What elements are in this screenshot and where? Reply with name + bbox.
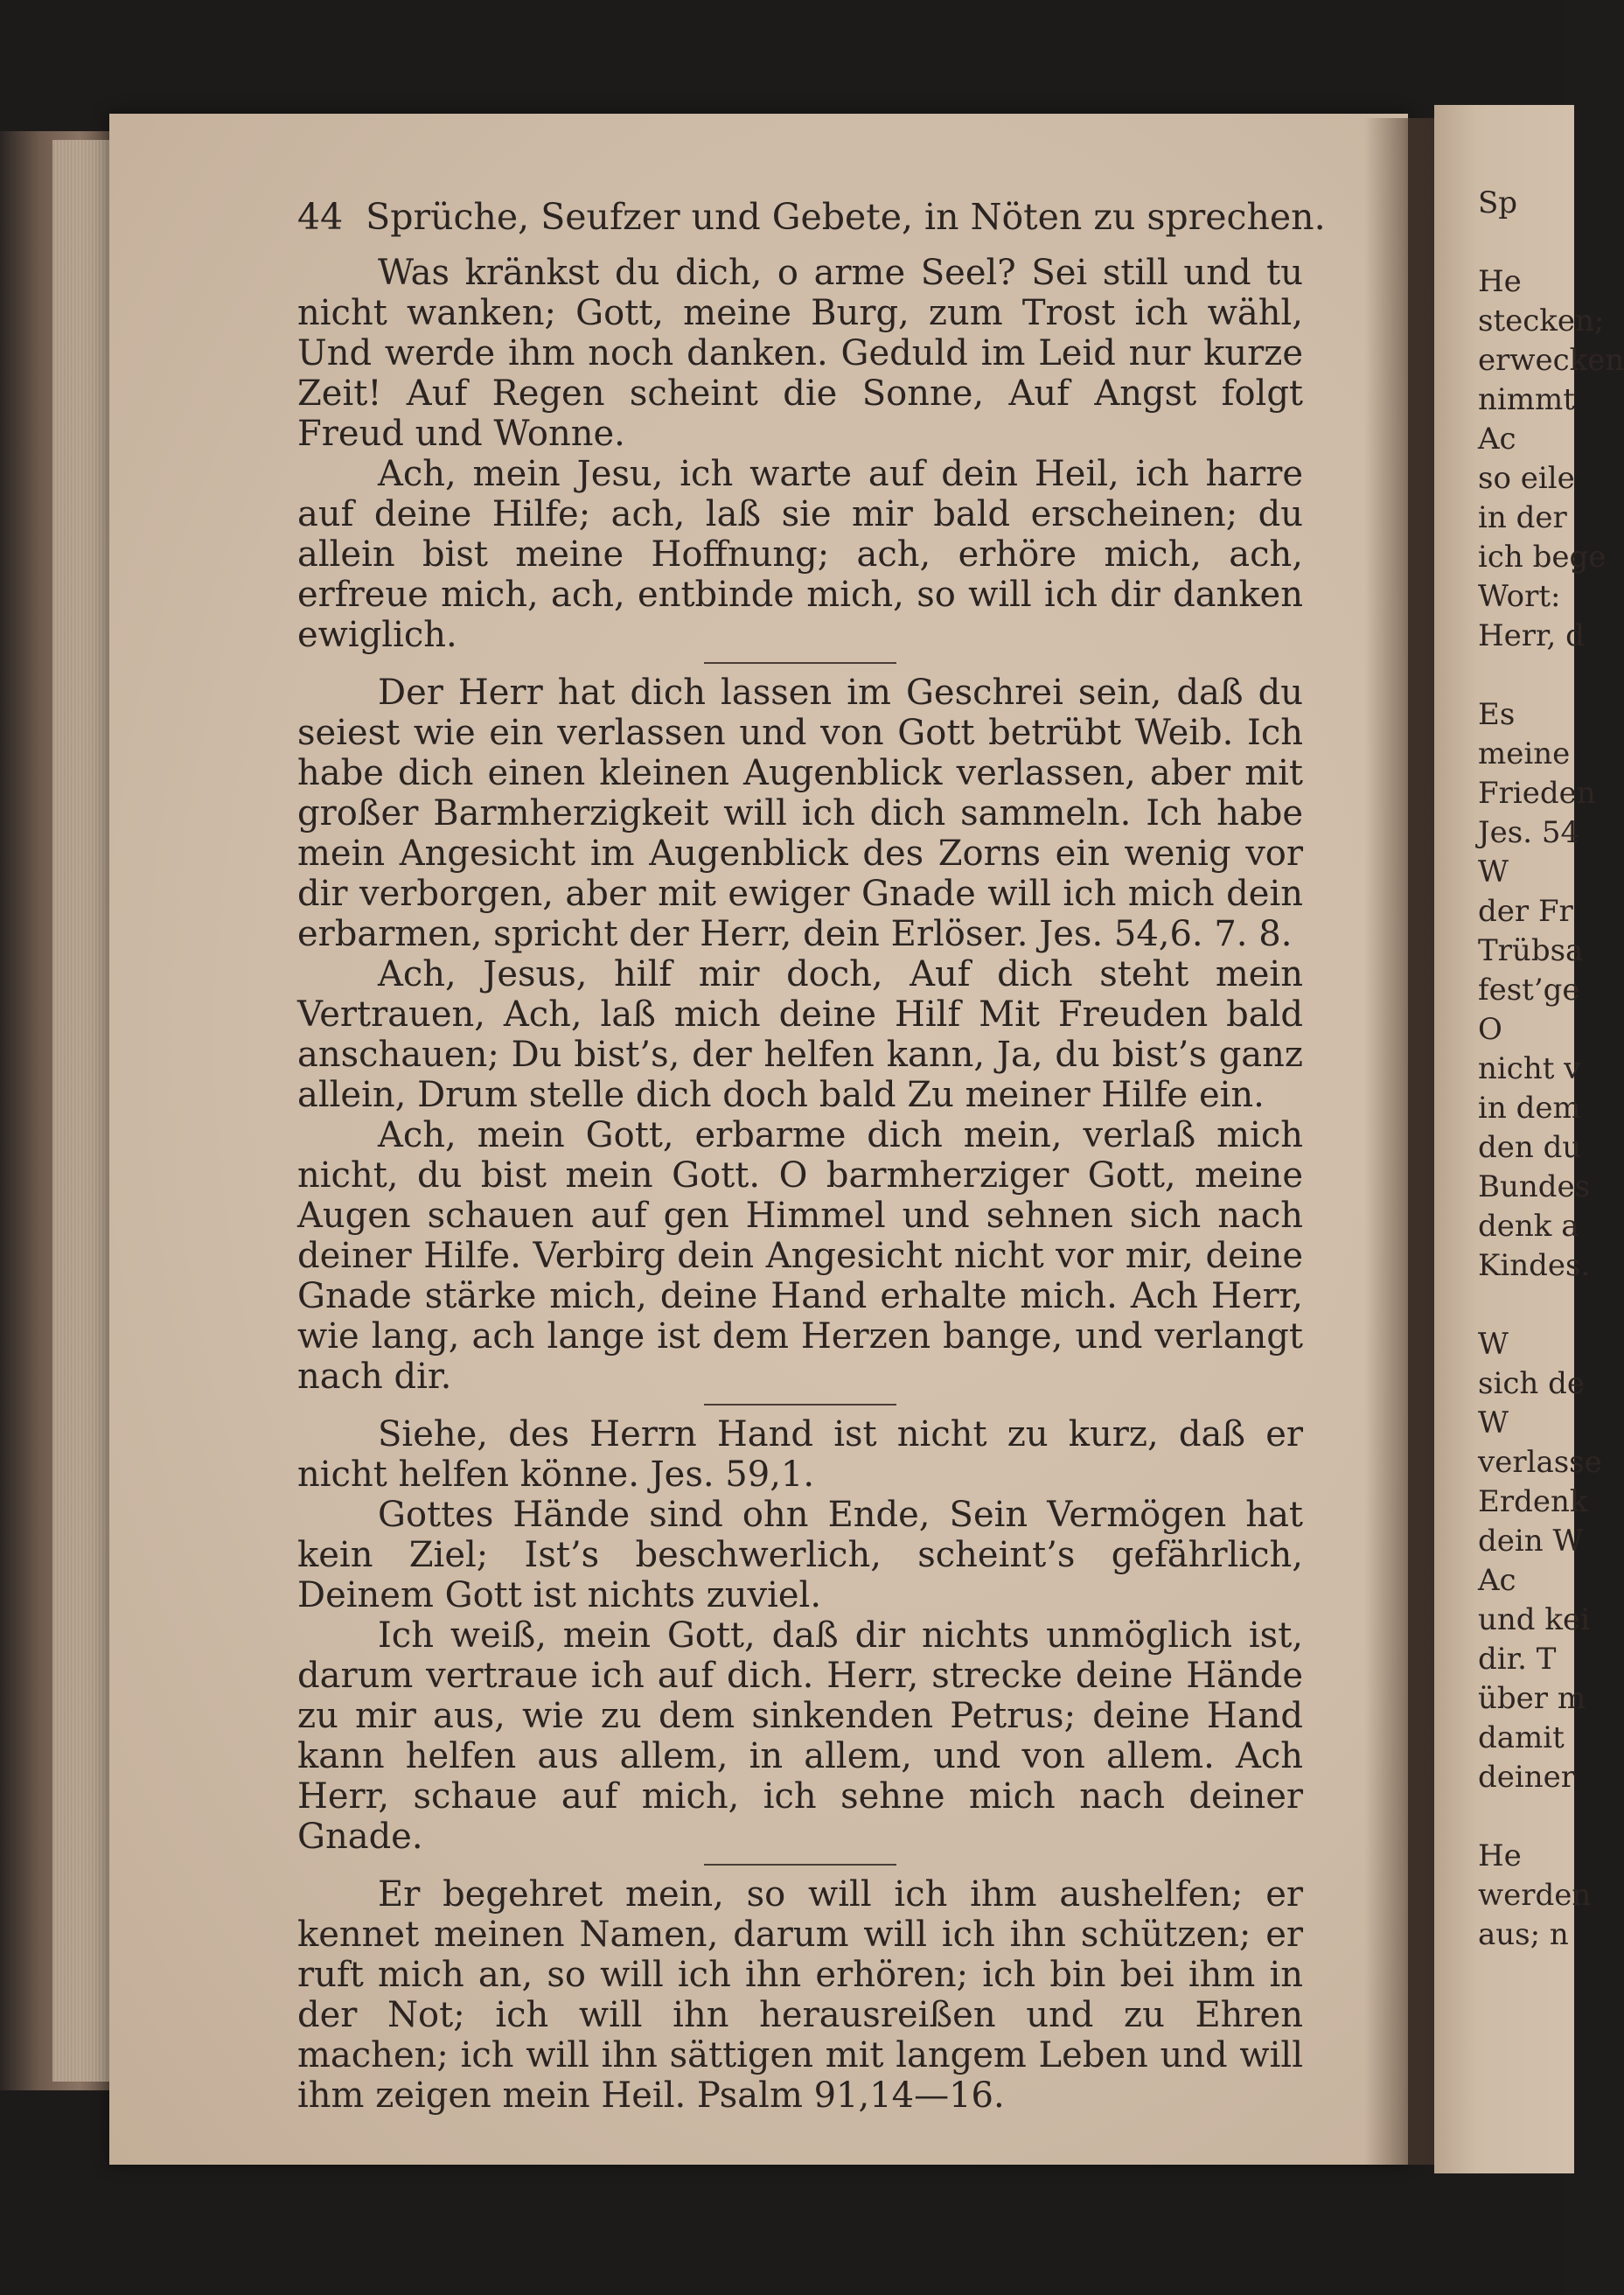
facing-page-line: Kindes. — [1478, 1248, 1591, 1283]
running-header — [297, 196, 1326, 238]
facing-page-line: Trübsa — [1478, 933, 1584, 968]
facing-page-line: fest’ge — [1478, 973, 1580, 1008]
facing-page-line: W — [1478, 855, 1509, 889]
facing-page-line: nicht v — [1478, 1051, 1581, 1086]
facing-page-line: He — [1478, 1838, 1522, 1873]
paragraph: Ach, mein Jesu, ich warte auf dein Heil, ich harre auf deine Hilfe; ach, laß sie mir bald erscheinen; du allein bist meine Hoffnung; ach, erhöre mich, ach, erfreue mich, ach, entbinde mich, so will ich dir danken ewiglich. — [297, 454, 1303, 655]
facing-page-line: ich bege — [1478, 540, 1607, 575]
facing-page-line: Herr, d — [1478, 618, 1585, 653]
facing-page-line: Sp — [1478, 185, 1518, 220]
paragraph: Ach, Jesus, hilf mir doch, Auf dich steht mein Vertrauen, Ach, laß mich deine Hilf Mit Freuden bald anschauen; Du bist’s, der helfen kann, Ja, du bist’s ganz allein, Drum stelle dich doch bald Zu meiner Hilfe ein. — [297, 954, 1303, 1115]
facing-page-line: Ac — [1478, 1563, 1516, 1598]
facing-page-line: W — [1478, 1327, 1509, 1362]
facing-page-line: Bundes — [1478, 1169, 1591, 1204]
facing-page-line — [1478, 1286, 1583, 1325]
facing-page-line: und kei — [1478, 1602, 1590, 1637]
facing-page-line: in der — [1478, 500, 1567, 535]
facing-page-line: verlasse — [1478, 1445, 1602, 1480]
facing-page-line: dein W — [1478, 1524, 1584, 1559]
section-divider — [704, 662, 896, 664]
paragraph: Ach, mein Gott, erbarme dich mein, verlaß mich nicht, du bist mein Gott. O barmherziger Gott, meine Augen schauen auf gen Himmel und sehnen sich nach deiner Hilfe. Verbirg dein Angesicht nicht vor mir, deine Gnade stärke mich, deine Hand erhalte mich. Ach Herr, wie lang, ach lange ist dem Herzen bange, und verlangt nach dir. — [297, 1115, 1303, 1397]
facing-page-line — [1478, 223, 1583, 262]
facing-page-line: sich de — [1478, 1366, 1585, 1401]
facing-page-line: Frieden — [1478, 776, 1596, 811]
book-gutter — [1364, 118, 1434, 2165]
page-number: 44 — [297, 196, 344, 238]
facing-page-line: aus; n — [1478, 1917, 1569, 1952]
facing-page-line — [1478, 1797, 1583, 1837]
facing-page-line: deiner — [1478, 1760, 1576, 1795]
running-head-title: Sprüche, Seufzer und Gebete, in Nöten zu sprechen. — [366, 196, 1326, 238]
facing-page-line: so eile — [1478, 461, 1575, 496]
page-text — [297, 196, 1326, 2116]
facing-page-line: Es — [1478, 697, 1516, 732]
section-divider — [704, 1404, 896, 1406]
paragraph: Was kränkst du dich, o arme Seel? Sei still und tu nicht wanken; Gott, meine Burg, zum Trost ich wähl, Und werde ihm noch danken. Geduld im Leid nur kurze Zeit! Auf Regen scheint die Sonne, Auf Angst folgt Freud und Wonne. — [297, 253, 1303, 454]
paragraph: Siehe, des Herrn Hand ist nicht zu kurz, daß er nicht helfen könne. Jes. 59,1. — [297, 1414, 1303, 1495]
facing-page-line: den du — [1478, 1130, 1582, 1165]
facing-page-line: W — [1478, 1406, 1509, 1440]
facing-page-line: nimmt — [1478, 382, 1575, 417]
paragraph: Ich weiß, mein Gott, daß dir nichts unmöglich ist, darum vertraue ich auf dich. Herr, strecke deine Hände zu mir aus, wie zu dem sinkenden Petrus; deine Hand kann helfen aus allem, in allem, und von allem. Ach Herr, schaue auf mich, ich sehne mich nach deiner Gnade. — [297, 1615, 1303, 1857]
facing-page-line — [1478, 656, 1583, 695]
facing-page-line: Jes. 54 — [1478, 815, 1580, 850]
text-body — [297, 253, 1303, 2116]
facing-page-line: in dem — [1478, 1091, 1581, 1126]
facing-page-line: He — [1478, 264, 1522, 299]
facing-page-line: werden — [1478, 1878, 1592, 1913]
facing-page-line: meine — [1478, 736, 1571, 771]
paragraph: Gottes Hände sind ohn Ende, Sein Vermögen hat kein Ziel; Ist’s beschwerlich, scheint’s gefährlich, Deinem Gott ist nichts zuviel. — [297, 1495, 1303, 1615]
facing-page-line: Wort: — [1478, 579, 1561, 614]
facing-page-line: über m — [1478, 1681, 1586, 1716]
facing-page-text — [1478, 184, 1624, 1955]
facing-page-line: damit — [1478, 1720, 1565, 1755]
facing-page-line: Ac — [1478, 422, 1516, 457]
section-divider — [704, 1864, 896, 1866]
paragraph: Er begehret mein, so will ich ihm aushelfen; er kennet meinen Namen, darum will ich ihn schützen; er ruft mich an, so will ich ihn erhören; ich bin bei ihm in der Not; ich will ihn herausreißen und zu Ehren machen; ich will ihn sättigen mit langem Leben und will ihm zeigen mein Heil. Psalm 91,14—16. — [297, 1874, 1303, 2116]
facing-page-line: O — [1478, 1012, 1502, 1047]
facing-page-line: denk a — [1478, 1209, 1579, 1244]
facing-page-line: Erdenk — [1478, 1484, 1588, 1519]
facing-page-line: dir. T — [1478, 1642, 1557, 1677]
paragraph: Der Herr hat dich lassen im Geschrei sein, daß du seiest wie ein verlassen und von Gott betrübt Weib. Ich habe dich einen kleinen Augenblick verlassen, aber mit großer Barmherzigkeit will ich dich sammeln. Ich habe mein Angesicht im Augenblick des Zorns ein wenig vor dir verborgen, aber mit ewiger Gnade will ich mich dein erbarmen, spricht der Herr, dein Erlöser. Jes. 54,6. 7. 8. — [297, 673, 1303, 954]
facing-page-line: der Fr — [1478, 894, 1573, 929]
facing-page-line: erwecken — [1478, 343, 1624, 378]
facing-page-line: stecken; — [1478, 303, 1605, 338]
